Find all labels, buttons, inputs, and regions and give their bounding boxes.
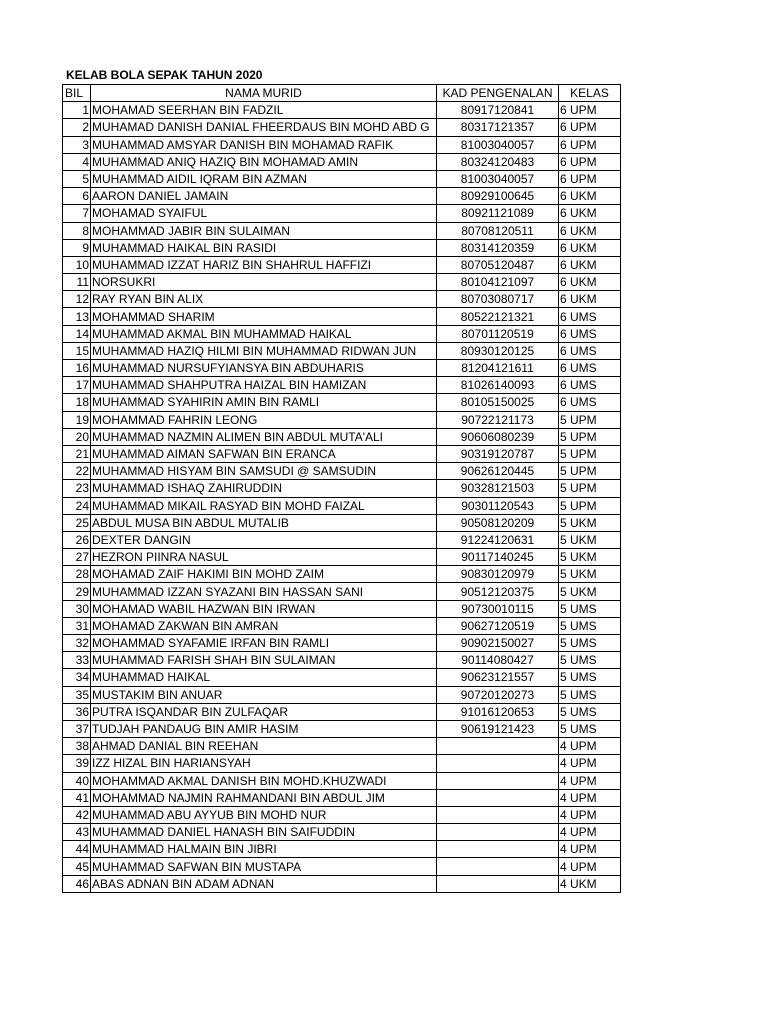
class-name: 6 UPM bbox=[559, 119, 621, 136]
table-row bbox=[63, 514, 621, 531]
row-number: 39 bbox=[63, 755, 91, 772]
row-number: 31 bbox=[63, 617, 91, 634]
row-number: 33 bbox=[63, 652, 91, 669]
ic-number: 90114080427 bbox=[437, 652, 559, 669]
student-name: MUHAMMAD HALMAIN BIN JIBRI bbox=[91, 841, 437, 858]
student-name: PUTRA ISQANDAR BIN ZULFAQAR bbox=[91, 703, 437, 720]
ic-number: 80105150025 bbox=[437, 394, 559, 411]
class-name: 5 UMS bbox=[559, 600, 621, 617]
ic-number: 91224120631 bbox=[437, 531, 559, 548]
row-number: 27 bbox=[63, 549, 91, 566]
ic-number bbox=[437, 789, 559, 806]
student-name: MUHAMMAD HAIKAL BIN RASIDI bbox=[91, 239, 437, 256]
class-name: 5 UPM bbox=[559, 480, 621, 497]
table-row bbox=[63, 841, 621, 858]
class-name: 5 UPM bbox=[559, 463, 621, 480]
class-name: 5 UPM bbox=[559, 445, 621, 462]
class-name: 4 UKM bbox=[559, 875, 621, 892]
row-number: 24 bbox=[63, 497, 91, 514]
class-name: 4 UPM bbox=[559, 755, 621, 772]
table-row bbox=[63, 703, 621, 720]
row-number: 7 bbox=[63, 205, 91, 222]
ic-number bbox=[437, 875, 559, 892]
table-row bbox=[63, 239, 621, 256]
row-number: 2 bbox=[63, 119, 91, 136]
student-name: MUHAMMAD AIDIL IQRAM BIN AZMAN bbox=[91, 170, 437, 187]
ic-number bbox=[437, 772, 559, 789]
class-name: 5 UKM bbox=[559, 566, 621, 583]
ic-number: 90619121423 bbox=[437, 720, 559, 737]
student-name: MUHAMMAD ISHAQ ZAHIRUDDIN bbox=[91, 480, 437, 497]
row-number: 44 bbox=[63, 841, 91, 858]
table-row bbox=[63, 291, 621, 308]
student-name: MUHAMMAD HAZIQ HILMI BIN MUHAMMAD RIDWAN JUN bbox=[91, 342, 437, 359]
student-name: MUHAMMAD AMSYAR DANISH BIN MOHAMAD RAFIK bbox=[91, 136, 437, 153]
ic-number: 90722121173 bbox=[437, 411, 559, 428]
student-name: AARON DANIEL JAMAIN bbox=[91, 188, 437, 205]
ic-number: 90117140245 bbox=[437, 549, 559, 566]
class-name: 4 UPM bbox=[559, 738, 621, 755]
class-name: 6 UKM bbox=[559, 188, 621, 205]
header-kad-pengenalan: KAD PENGENALAN bbox=[437, 85, 559, 102]
student-name: MUHAMMAD FARISH SHAH BIN SULAIMAN bbox=[91, 652, 437, 669]
student-name: MOHAMMAD NAJMIN RAHMANDANI BIN ABDUL JIM bbox=[91, 789, 437, 806]
student-name: MUHAMMAD ANIQ HAZIQ BIN MOHAMAD AMIN bbox=[91, 153, 437, 170]
student-name: HEZRON PIINRA NASUL bbox=[91, 549, 437, 566]
table-row bbox=[63, 428, 621, 445]
row-number: 5 bbox=[63, 170, 91, 187]
table-row bbox=[63, 566, 621, 583]
class-name: 6 UKM bbox=[559, 222, 621, 239]
table-row bbox=[63, 222, 621, 239]
class-name: 5 UPM bbox=[559, 497, 621, 514]
class-name: 6 UKM bbox=[559, 256, 621, 273]
table-row bbox=[63, 411, 621, 428]
row-number: 35 bbox=[63, 686, 91, 703]
table-row bbox=[63, 738, 621, 755]
table-row bbox=[63, 119, 621, 136]
ic-number: 80921121089 bbox=[437, 205, 559, 222]
class-name: 6 UPM bbox=[559, 136, 621, 153]
class-name: 6 UPM bbox=[559, 170, 621, 187]
row-number: 1 bbox=[63, 102, 91, 119]
class-name: 4 UPM bbox=[559, 841, 621, 858]
student-name: MUHAMMAD NAZMIN ALIMEN BIN ABDUL MUTA'ALI bbox=[91, 428, 437, 445]
table-row bbox=[63, 256, 621, 273]
table-body bbox=[63, 102, 621, 893]
ic-number: 90830120979 bbox=[437, 566, 559, 583]
class-name: 6 UMS bbox=[559, 308, 621, 325]
row-number: 19 bbox=[63, 411, 91, 428]
row-number: 26 bbox=[63, 531, 91, 548]
ic-number: 80917120841 bbox=[437, 102, 559, 119]
student-name: MUHAMMAD AIMAN SAFWAN BIN ERANCA bbox=[91, 445, 437, 462]
class-name: 6 UKM bbox=[559, 239, 621, 256]
ic-number: 80324120483 bbox=[437, 153, 559, 170]
class-name: 4 UPM bbox=[559, 789, 621, 806]
row-number: 28 bbox=[63, 566, 91, 583]
ic-number: 90508120209 bbox=[437, 514, 559, 531]
table-row bbox=[63, 325, 621, 342]
row-number: 23 bbox=[63, 480, 91, 497]
row-number: 40 bbox=[63, 772, 91, 789]
ic-number: 80314120359 bbox=[437, 239, 559, 256]
table-row bbox=[63, 617, 621, 634]
table-row bbox=[63, 480, 621, 497]
ic-number bbox=[437, 824, 559, 841]
table-row bbox=[63, 858, 621, 875]
student-name: MUHAMMAD IZZAN SYAZANI BIN HASSAN SANI bbox=[91, 583, 437, 600]
row-number: 12 bbox=[63, 291, 91, 308]
row-number: 16 bbox=[63, 360, 91, 377]
student-name: DEXTER DANGIN bbox=[91, 531, 437, 548]
table-row bbox=[63, 360, 621, 377]
class-name: 6 UMS bbox=[559, 360, 621, 377]
table-row bbox=[63, 875, 621, 892]
class-name: 5 UPM bbox=[559, 428, 621, 445]
student-name: MOHAMAD WABIL HAZWAN BIN IRWAN bbox=[91, 600, 437, 617]
row-number: 45 bbox=[63, 858, 91, 875]
table-row bbox=[63, 669, 621, 686]
row-number: 17 bbox=[63, 377, 91, 394]
row-number: 29 bbox=[63, 583, 91, 600]
row-number: 13 bbox=[63, 308, 91, 325]
table-row bbox=[63, 188, 621, 205]
row-number: 4 bbox=[63, 153, 91, 170]
ic-number: 80930120125 bbox=[437, 342, 559, 359]
ic-number: 80708120511 bbox=[437, 222, 559, 239]
table-row bbox=[63, 445, 621, 462]
class-name: 6 UMS bbox=[559, 342, 621, 359]
student-name: MOHAMAD ZAKWAN BIN AMRAN bbox=[91, 617, 437, 634]
class-name: 6 UMS bbox=[559, 377, 621, 394]
row-number: 21 bbox=[63, 445, 91, 462]
student-name: MOHAMAD SEERHAN BIN FADZIL bbox=[91, 102, 437, 119]
row-number: 8 bbox=[63, 222, 91, 239]
student-name: MOHAMAD SYAIFUL bbox=[91, 205, 437, 222]
class-name: 5 UMS bbox=[559, 686, 621, 703]
ic-number bbox=[437, 755, 559, 772]
ic-number: 90730010115 bbox=[437, 600, 559, 617]
class-name: 5 UMS bbox=[559, 617, 621, 634]
student-name: MUHAMMAD SAFWAN BIN MUSTAPA bbox=[91, 858, 437, 875]
student-name: MUHAMMAD IZZAT HARIZ BIN SHAHRUL HAFFIZI bbox=[91, 256, 437, 273]
sheet-title: KELAB BOLA SEPAK TAHUN 2020 bbox=[66, 68, 263, 82]
student-name: AHMAD DANIAL BIN REEHAN bbox=[91, 738, 437, 755]
row-number: 20 bbox=[63, 428, 91, 445]
ic-number: 80317121357 bbox=[437, 119, 559, 136]
class-name: 5 UKM bbox=[559, 514, 621, 531]
table-row bbox=[63, 308, 621, 325]
row-number: 6 bbox=[63, 188, 91, 205]
class-name: 6 UKM bbox=[559, 205, 621, 222]
table-row bbox=[63, 755, 621, 772]
table-row bbox=[63, 789, 621, 806]
table-row bbox=[63, 720, 621, 737]
table-row bbox=[63, 549, 621, 566]
header-nama-murid: NAMA MURID bbox=[91, 85, 437, 102]
student-name: MUHAMMAD SHAHPUTRA HAIZAL BIN HAMIZAN bbox=[91, 377, 437, 394]
student-name: NORSUKRI bbox=[91, 274, 437, 291]
ic-number: 81003040057 bbox=[437, 136, 559, 153]
row-number: 10 bbox=[63, 256, 91, 273]
student-name: MUHAMMAD NURSUFYIANSYA BIN ABDUHARIS bbox=[91, 360, 437, 377]
ic-number: 81204121611 bbox=[437, 360, 559, 377]
table-row bbox=[63, 463, 621, 480]
ic-number bbox=[437, 858, 559, 875]
ic-number: 80104121097 bbox=[437, 274, 559, 291]
student-name: MOHAMMAD FAHRIN LEONG bbox=[91, 411, 437, 428]
row-number: 18 bbox=[63, 394, 91, 411]
ic-number: 90606080239 bbox=[437, 428, 559, 445]
class-name: 5 UKM bbox=[559, 549, 621, 566]
class-name: 5 UMS bbox=[559, 669, 621, 686]
student-name: RAY RYAN BIN ALIX bbox=[91, 291, 437, 308]
class-name: 5 UMS bbox=[559, 720, 621, 737]
class-name: 4 UPM bbox=[559, 824, 621, 841]
row-number: 3 bbox=[63, 136, 91, 153]
student-table bbox=[62, 84, 621, 893]
class-name: 5 UMS bbox=[559, 635, 621, 652]
class-name: 6 UPM bbox=[559, 102, 621, 119]
row-number: 41 bbox=[63, 789, 91, 806]
student-name: ABDUL MUSA BIN ABDUL MUTALIB bbox=[91, 514, 437, 531]
class-name: 5 UKM bbox=[559, 583, 621, 600]
student-name: MOHAMMAD SYAFAMIE IRFAN BIN RAMLI bbox=[91, 635, 437, 652]
ic-number: 80522121321 bbox=[437, 308, 559, 325]
class-name: 5 UPM bbox=[559, 411, 621, 428]
row-number: 37 bbox=[63, 720, 91, 737]
table-row bbox=[63, 824, 621, 841]
row-number: 32 bbox=[63, 635, 91, 652]
row-number: 11 bbox=[63, 274, 91, 291]
row-number: 9 bbox=[63, 239, 91, 256]
ic-number: 90319120787 bbox=[437, 445, 559, 462]
table-row bbox=[63, 170, 621, 187]
row-number: 46 bbox=[63, 875, 91, 892]
row-number: 30 bbox=[63, 600, 91, 617]
table-row bbox=[63, 205, 621, 222]
ic-number: 80705120487 bbox=[437, 256, 559, 273]
student-name: MUHAMMAD HAIKAL bbox=[91, 669, 437, 686]
class-name: 4 UPM bbox=[559, 858, 621, 875]
student-name: MOHAMAD ZAIF HAKIMI BIN MOHD ZAIM bbox=[91, 566, 437, 583]
ic-number: 80929100645 bbox=[437, 188, 559, 205]
table-row bbox=[63, 136, 621, 153]
table-row bbox=[63, 686, 621, 703]
ic-number: 90720120273 bbox=[437, 686, 559, 703]
ic-number: 81003040057 bbox=[437, 170, 559, 187]
class-name: 4 UPM bbox=[559, 772, 621, 789]
ic-number: 90627120519 bbox=[437, 617, 559, 634]
row-number: 34 bbox=[63, 669, 91, 686]
row-number: 25 bbox=[63, 514, 91, 531]
ic-number: 90301120543 bbox=[437, 497, 559, 514]
row-number: 36 bbox=[63, 703, 91, 720]
table-row bbox=[63, 600, 621, 617]
table-row bbox=[63, 806, 621, 823]
ic-number bbox=[437, 841, 559, 858]
student-name: MUHAMAD DANISH DANIAL FHEERDAUS BIN MOHD ABD G bbox=[91, 119, 437, 136]
student-name: MUHAMMAD AKMAL BIN MUHAMMAD HAIKAL bbox=[91, 325, 437, 342]
student-name: MUHAMMAD SYAHIRIN AMIN BIN RAMLI bbox=[91, 394, 437, 411]
student-name: MUHAMMAD DANIEL HANASH BIN SAIFUDDIN bbox=[91, 824, 437, 841]
row-number: 14 bbox=[63, 325, 91, 342]
class-name: 4 UPM bbox=[559, 806, 621, 823]
student-name: MUHAMMAD HISYAM BIN SAMSUDI @ SAMSUDIN bbox=[91, 463, 437, 480]
class-name: 5 UMS bbox=[559, 703, 621, 720]
ic-number: 91016120653 bbox=[437, 703, 559, 720]
table-row bbox=[63, 531, 621, 548]
class-name: 6 UMS bbox=[559, 325, 621, 342]
student-name: MUSTAKIM BIN ANUAR bbox=[91, 686, 437, 703]
class-name: 6 UKM bbox=[559, 291, 621, 308]
class-name: 5 UMS bbox=[559, 652, 621, 669]
table-row bbox=[63, 652, 621, 669]
student-name: MOHAMMAD SHARIM bbox=[91, 308, 437, 325]
ic-number: 90902150027 bbox=[437, 635, 559, 652]
table-row bbox=[63, 102, 621, 119]
table-row bbox=[63, 377, 621, 394]
header-bil: BIL bbox=[63, 85, 91, 102]
class-name: 6 UMS bbox=[559, 394, 621, 411]
class-name: 6 UPM bbox=[559, 153, 621, 170]
ic-number: 81026140093 bbox=[437, 377, 559, 394]
student-name: MOHAMMAD JABIR BIN SULAIMAN bbox=[91, 222, 437, 239]
table-row bbox=[63, 583, 621, 600]
student-name: MUHAMMAD ABU AYYUB BIN MOHD NUR bbox=[91, 806, 437, 823]
table-row bbox=[63, 635, 621, 652]
ic-number: 90623121557 bbox=[437, 669, 559, 686]
ic-number: 80703080717 bbox=[437, 291, 559, 308]
ic-number bbox=[437, 806, 559, 823]
ic-number: 90626120445 bbox=[437, 463, 559, 480]
ic-number: 80701120519 bbox=[437, 325, 559, 342]
table-row bbox=[63, 772, 621, 789]
header-row bbox=[63, 85, 621, 102]
table-row bbox=[63, 342, 621, 359]
row-number: 42 bbox=[63, 806, 91, 823]
ic-number: 90328121503 bbox=[437, 480, 559, 497]
row-number: 15 bbox=[63, 342, 91, 359]
student-name: IZZ HIZAL BIN HARIANSYAH bbox=[91, 755, 437, 772]
header-kelas: KELAS bbox=[559, 85, 621, 102]
table-row bbox=[63, 394, 621, 411]
ic-number bbox=[437, 738, 559, 755]
class-name: 5 UKM bbox=[559, 531, 621, 548]
row-number: 38 bbox=[63, 738, 91, 755]
table-row bbox=[63, 153, 621, 170]
table-row bbox=[63, 497, 621, 514]
student-name: ABAS ADNAN BIN ADAM ADNAN bbox=[91, 875, 437, 892]
class-name: 6 UKM bbox=[559, 274, 621, 291]
table-row bbox=[63, 274, 621, 291]
student-name: MUHAMMAD MIKAIL RASYAD BIN MOHD FAIZAL bbox=[91, 497, 437, 514]
student-name: MOHAMMAD AKMAL DANISH BIN MOHD.KHUZWADI bbox=[91, 772, 437, 789]
student-name: TUDJAH PANDAUG BIN AMIR HASIM bbox=[91, 720, 437, 737]
row-number: 22 bbox=[63, 463, 91, 480]
ic-number: 90512120375 bbox=[437, 583, 559, 600]
row-number: 43 bbox=[63, 824, 91, 841]
